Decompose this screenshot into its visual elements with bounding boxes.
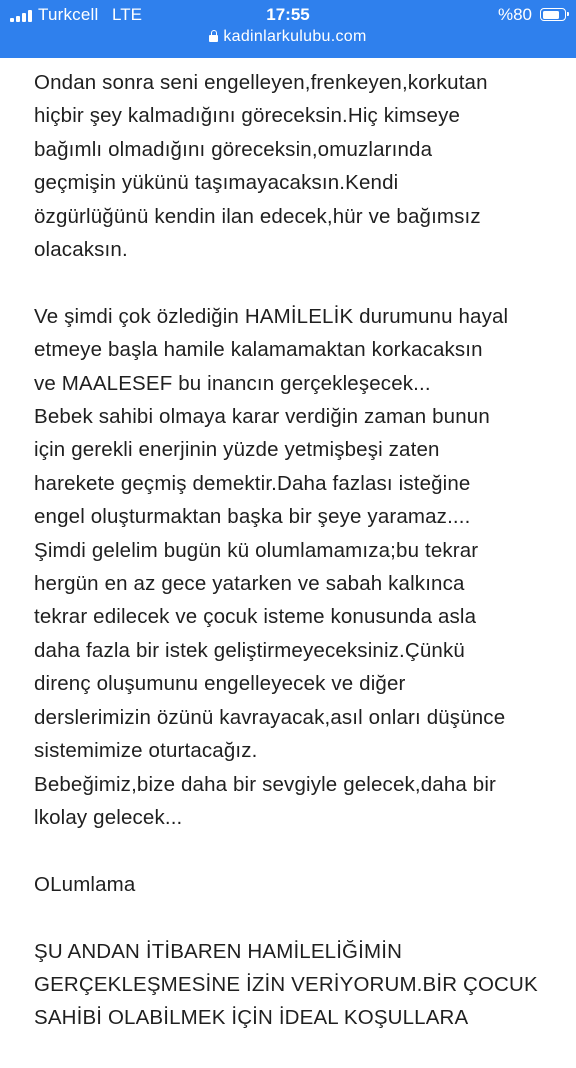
paragraph-line: bağımlı olmadığını göreceksin,omuzlarında	[34, 137, 433, 161]
paragraph-line: olacaksın.	[34, 238, 128, 262]
paragraph-line: hiçbir şey kalmadığını göreceksin.Hiç kimseye	[34, 104, 461, 128]
network-type: LTE	[112, 5, 142, 24]
paragraph-line: Bebek sahibi olmaya karar verdiğin zaman bunun	[34, 405, 490, 429]
paragraph-line: Ve şimdi çok özlediğin HAMİLELİK durumunu hayal	[34, 304, 509, 328]
carrier-name: Turkcell	[38, 5, 99, 24]
paragraph-line: Şimdi gelelim bugün kü olumlamamıza;bu tekrar	[34, 538, 479, 562]
lock-icon	[209, 30, 218, 42]
paragraph-line: engel oluşturmaktan başka bir şeye yaramaz....	[34, 505, 471, 529]
paragraph-line: ŞU ANDAN İTİBAREN HAMİLELİĞİMİN	[34, 939, 403, 963]
address-bar[interactable]	[0, 28, 576, 46]
paragraph-line: OLumlama	[34, 872, 136, 896]
clock: 17:55	[266, 5, 310, 24]
paragraph-line: direnç oluşumunu engelleyecek ve diğer	[34, 672, 406, 696]
paragraph-line: Ondan sonra seni engelleyen,frenkeyen,korkutan	[34, 71, 488, 94]
url-text[interactable]: kadinlarkulubu.com	[223, 28, 367, 45]
battery-icon	[540, 8, 566, 21]
paragraph-line: GERÇEKLEŞMESİNE İZİN VERİYORUM.BİR ÇOCUK	[34, 972, 538, 996]
browser-status-bar	[0, 0, 576, 58]
paragraph-line: hergün en az gece yatarken ve sabah kalkınca	[34, 572, 465, 596]
paragraph-line: lkolay gelecek...	[34, 805, 183, 829]
paragraph-line: etmeye başla hamile kalamamaktan korkacaksın	[34, 338, 483, 362]
paragraph-line: daha fazla bir istek geliştirmeyeceksiniz.Çünkü	[34, 638, 465, 662]
battery-fill	[543, 11, 559, 19]
paragraph-line: Bebeğimiz,bize daha bir sevgiyle gelecek,daha bir	[34, 772, 497, 796]
paragraph-line: SAHİBİ OLABİLMEK İÇİN İDEAL KOŞULLARA	[34, 1006, 469, 1030]
status-row	[0, 4, 576, 26]
article-paragraph	[34, 935, 554, 1035]
article-paragraph	[34, 300, 554, 835]
article-paragraph	[34, 66, 554, 266]
battery-nub	[567, 12, 569, 16]
article-paragraph	[34, 868, 554, 901]
paragraph-line: ve MAALESEF bu inancın gerçekleşecek...	[34, 371, 431, 395]
battery-percentage: %80	[497, 5, 532, 24]
paragraph-line: sistemimize oturtacağız.	[34, 739, 258, 763]
paragraph-line: geçmişin yükünü taşımayacaksın.Kendi	[34, 171, 399, 195]
paragraph-line: özgürlüğünü kendin ilan edecek,hür ve bağımsız	[34, 204, 481, 228]
paragraph-line: harekete geçmiş demektir.Daha fazlası isteğine	[34, 471, 471, 495]
article-body	[34, 66, 554, 1068]
paragraph-line: derslerimizin özünü kavrayacak,asıl onları düşünce	[34, 705, 506, 729]
paragraph-line: için gerekli enerjinin yüzde yetmişbeşi zaten	[34, 438, 440, 462]
paragraph-line: tekrar edilecek ve çocuk isteme konusunda asla	[34, 605, 477, 629]
